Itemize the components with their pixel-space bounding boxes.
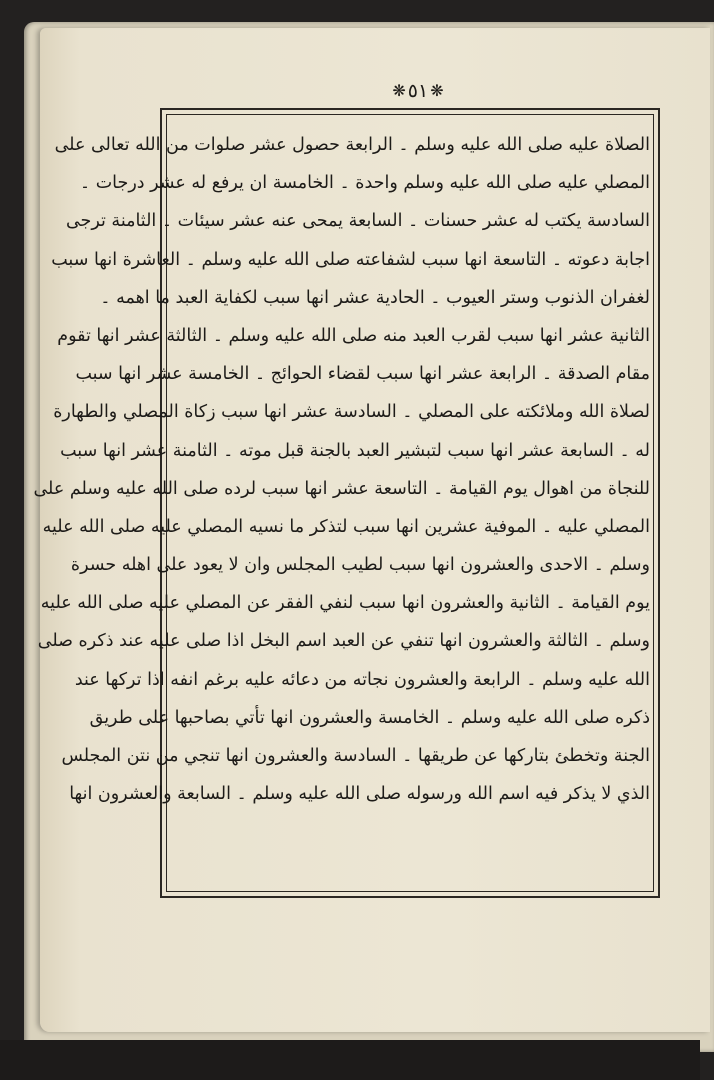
text-line-6: الثانية عشر انها سبب لقرب العبد منه صلى الله عليه وسلم ۔ الثالثة عشر انها تقوم: [57, 325, 650, 346]
text-line-9: له ۔ السابعة عشر انها سبب لتبشير العبد بالجنة قبل موته ۔ الثامنة عشر انها سبب: [60, 440, 650, 461]
text-line-11: المصلي عليه ۔ الموفية عشرين انها سبب لتذكر ما نسيه المصلي عليه صلى الله عليه: [42, 516, 650, 537]
text-line-15: الله عليه وسلم ۔ الرابعة والعشرون نجاته من دعائه عليه برغم انفه اذا تركها عند: [74, 669, 650, 690]
text-line-7: مقام الصدقة ۔ الرابعة عشر انها سبب لقضاء الحوائج ۔ الخامسة عشر انها سبب: [75, 364, 650, 385]
page-number-text: ٥١: [407, 80, 429, 102]
text-line-4: اجابة دعوته ۔ التاسعة انها سبب لشفاعته صلى الله عليه وسلم ۔ العاشرة انها سبب: [51, 249, 650, 270]
text-line-12: وسلم ۔ الاحدى والعشرون انها سبب لطيب المجلس وان لا يعود على اهله حسرة: [70, 555, 650, 576]
text-line-10: للنجاة من اهوال يوم القيامة ۔ التاسعة عشر انها سبب لرده صلى الله عليه وسلم على: [33, 478, 650, 499]
text-line-2: المصلي عليه صلى الله عليه وسلم واحدة ۔ الخامسة ان يرفع له عشر درجات ۔: [79, 173, 650, 194]
text-line-13: يوم القيامة ۔ الثانية والعشرون انها سبب لنفي الفقر عن المصلي عليه صلى الله عليه: [40, 593, 650, 614]
left-ornament-icon: ❋: [392, 81, 406, 100]
right-ornament-icon: ❋: [430, 81, 444, 100]
text-line-18: الذي لا يذكر فيه اسم الله ورسوله صلى الله عليه وسلم ۔ السابعة والعشرون انها: [69, 784, 650, 805]
text-line-3: السادسة يكتب له عشر حسنات ۔ السابعة يمحى عنه عشر سيئات ۔ الثامنة ترجى: [65, 211, 650, 232]
text-line-14: وسلم ۔ الثالثة والعشرون انها تنفي عن العبد اسم البخل اذا صلى عليه عند ذكره صلى: [37, 631, 650, 652]
arabic-text-block: [33, 126, 650, 813]
text-line-17: الجنة وتخطئ بتاركها عن طريقها ۔ السادسة والعشرون انها تنجي من نتن المجلس: [61, 746, 650, 766]
text-line-8: لصلاة الله وملائكته على المصلي ۔ السادسة عشر انها سبب زكاة المصلي والطهارة: [53, 402, 650, 423]
text-line-16: ذكره صلى الله عليه وسلم ۔ الخامسة والعشرون انها تأتي بصاحبها على طريق: [89, 707, 650, 728]
background-shadow: [0, 1040, 700, 1080]
text-line-1: الصلاة عليه صلى الله عليه وسلم ۔ الرابعة حصول عشر صلوات من الله تعالى على: [54, 135, 650, 155]
text-line-5: لغفران الذنوب وستر العيوب ۔ الحادية عشر انها سبب لكفاية العبد ما اهمه ۔: [100, 287, 650, 308]
page-number: [388, 76, 448, 106]
